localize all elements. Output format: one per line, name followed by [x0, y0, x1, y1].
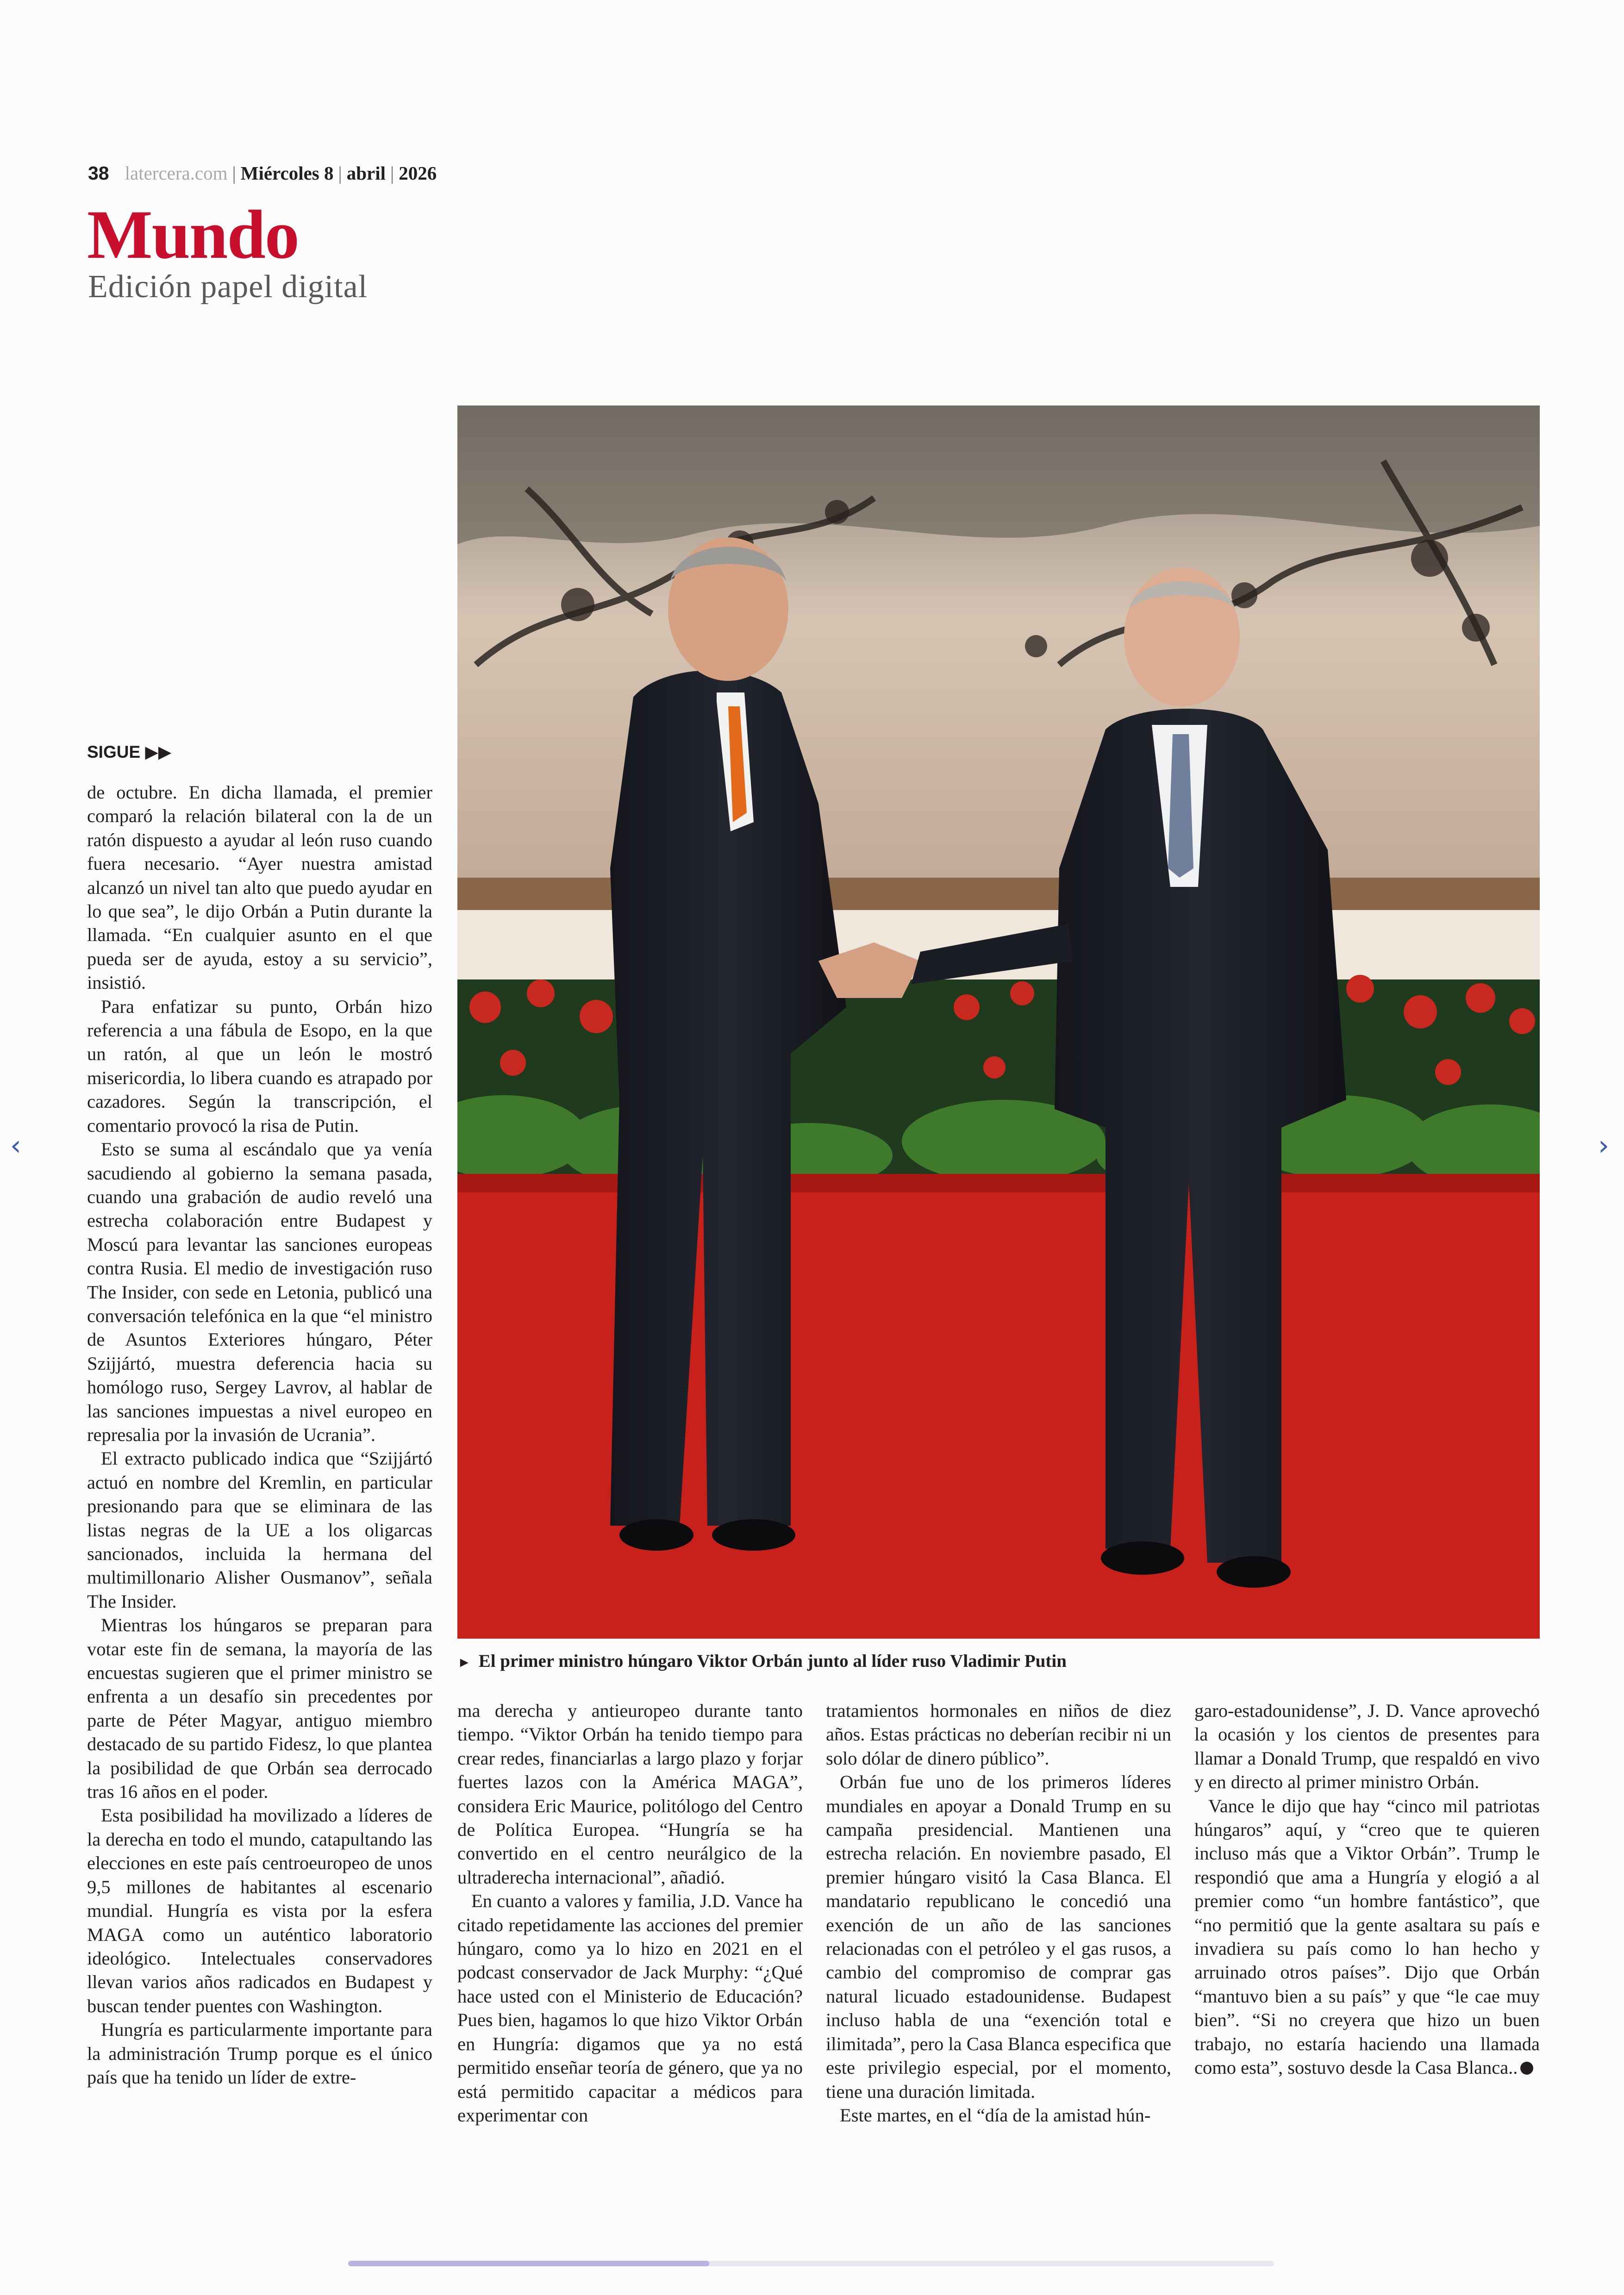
site-name: latercera.com — [125, 162, 228, 184]
page-number: 38 — [88, 162, 109, 184]
continued-label: SIGUE ▶▶ — [87, 742, 172, 761]
date-month: abril — [346, 162, 386, 184]
date-year: 2026 — [399, 162, 437, 184]
page-progress-fill — [348, 2261, 709, 2266]
next-page-button[interactable]: › — [1598, 1129, 1609, 1162]
paragraph: garo-estadounidense”, J. D. Vance aprovechó la ocasión y los cientos de presentes para llamar a Donald Trump, que respaldó en vivo y en directo al primer ministro Orbán. — [1194, 1700, 1540, 1793]
paragraph: ma derecha y antieuropeo durante tanto tiempo. “Viktor Orbán ha tenido tiempo para crear redes, financiarlas a largo plazo y forjar fuertes lazos con la América MAGA”, considera Eric Maurice, politólogo del Centro de Política Europea. “Hungría se ha convertido en el centro neurálgico de la ultraderecha internacional”, añadió. — [457, 1700, 803, 1888]
paragraph: Para enfatizar su punto, Orbán hizo referencia a una fábula de Esopo, en la que un ratón, al que un león le mostró misericordia, lo libera cuando es atrapado por cazadores. Según la transcripción, el comentario provocó la risa de Putin. — [87, 996, 432, 1136]
paragraph: Mientras los húngaros se preparan para votar este fin de semana, la mayoría de las encuestas sugieren que el primer ministro se enfrenta a un desafío sin precedentes por parte de Péter Magyar, antiguo miembro destacado de su partido Fidesz, lo que plantea la posibilidad de que Orbán sea derrocado tras 16 años en el poder. — [87, 1615, 432, 1802]
date-day: Miércoles 8 — [240, 162, 334, 184]
separator: | — [390, 162, 394, 184]
article-column-4 — [1194, 1699, 1540, 2080]
article-column-2 — [457, 1699, 803, 2127]
folio-line — [88, 162, 437, 184]
paragraph-text: Vance le dijo que hay “cinco mil patriotas húngaros” aquí, y “creo que te quieren incluso más que a Viktor Orbán”. Trump le respondió que ama a Hungría y elogió a al premier como “un hombre fantástico”, que “no permitió que la gente asaltara su país e invadiera su país como lo han hecho y arruinado otros países”. Dijo que Orbán “mantuvo bien a su país” y que “le cae muy bien”. “Si no creyera que hizo un buen trabajo, no estaría haciendo una llamada como esta”, sostuvo desde la Casa Blanca.. — [1194, 1795, 1540, 2078]
paragraph: En cuanto a valores y familia, J.D. Vance ha citado repetidamente las acciones del premier húngaro, como ya lo hizo en 2021 en el podcast conservador de Jack Murphy: “¿Qué hace usted con el Ministerio de Educación? Pues bien, hagamos lo que hizo Viktor Orbán en Hungría: digamos que ya no está permitido enseñar teoría de género, que ya no está permitido capacitar a médicos para experimentar con — [457, 1890, 803, 2126]
paragraph: de octubre. En dicha llamada, el premier comparó la relación bilateral con la de un ratón dispuesto a ayudar al león ruso cuando fuera necesario. “Ayer nuestra amistad alcanzó un nivel tan alto que puedo ayudar en lo que sea”, le dijo Orbán a Putin durante la llamada. “En cualquier asunto en el que pueda ser de ayuda, estoy a su servicio”, insistió. — [87, 782, 432, 993]
paragraph: Orbán fue uno de los primeros líderes mundiales en apoyar a Donald Trump en su campaña presidencial. Mantienen una estrecha relación. En noviembre pasado, El premier húngaro visitó la Casa Blanca. El mandatario republicano le concedió una exención de un año de las sanciones relacionadas con el petróleo y el gas rusos, a cambio del compromiso de comprar gas natural licuado estadounidense. Budapest incluso habla de una “exención total e ilimitada”, pero la Casa Blanca especifica que este privilegio especial, por el momento, tiene una duración limitada. — [826, 1771, 1171, 2102]
paragraph: Esto se suma al escándalo que ya venía sacudiendo al gobierno la semana pasada, cuando una grabación de audio reveló una estrecha colaboración entre Budapest y Moscú para levantar las sanciones europeas contra Rusia. El medio de investigación ruso The Insider, con sede en Letonia, publicó una conversación telefónica en la que “el ministro de Asuntos Exteriores húngaro, Péter Szijjártó, muestra deferencia hacia su homólogo ruso, Sergey Lavrov, al hablar de las sanciones impuestas a nivel europeo en represalia por la invasión de Ucrania”. — [87, 1139, 432, 1445]
caption-text: El primer ministro húngaro Viktor Orbán junto al líder ruso Vladimir Putin — [478, 1651, 1067, 1671]
paragraph: tratamientos hormonales en niños de diez años. Estas prácticas no deberían recibir ni un solo dólar de dinero público”. — [826, 1700, 1171, 1769]
paragraph: El extracto publicado indica que “Szijjártó actuó en nombre del Kremlin, en particular presionando para que se eliminara de las listas negras de la UE a los oligarcas sancionados, incluida la hermana del multimillonario Alisher Ousmanov”, señala The Insider. — [87, 1448, 432, 1612]
caption-marker-icon: ► — [457, 1655, 471, 1670]
article-photo — [457, 405, 1540, 1639]
article-column-3 — [826, 1699, 1171, 2127]
paragraph: Hungría es particularmente importante para la administración Trump porque es el único país que ha tenido un líder de extre- — [87, 2019, 432, 2088]
end-of-article-icon — [1520, 2062, 1533, 2075]
edition-subtitle: Edición papel digital — [88, 269, 368, 305]
paragraph — [1194, 1794, 1540, 2080]
paragraph: Este martes, en el “día de la amistad hún- — [840, 2104, 1151, 2126]
article-column-1 — [87, 780, 432, 2089]
separator: | — [338, 162, 342, 184]
section-title: Mundo — [87, 196, 299, 273]
previous-page-button[interactable]: ‹ — [10, 1129, 21, 1162]
paragraph: Esta posibilidad ha movilizado a líderes de la derecha en todo el mundo, catapultando las elecciones en este país centroeuropeo de unos 9,5 millones de habitantes al escenario mundial. Hungría es vista por la esfera MAGA como un auténtico laboratorio ideológico. Intelectuales conservadores llevan varios años radicados en Budapest y buscan tender puentes con Washington. — [87, 1805, 432, 2016]
separator: | — [232, 162, 236, 184]
photo-caption — [457, 1651, 1067, 1671]
